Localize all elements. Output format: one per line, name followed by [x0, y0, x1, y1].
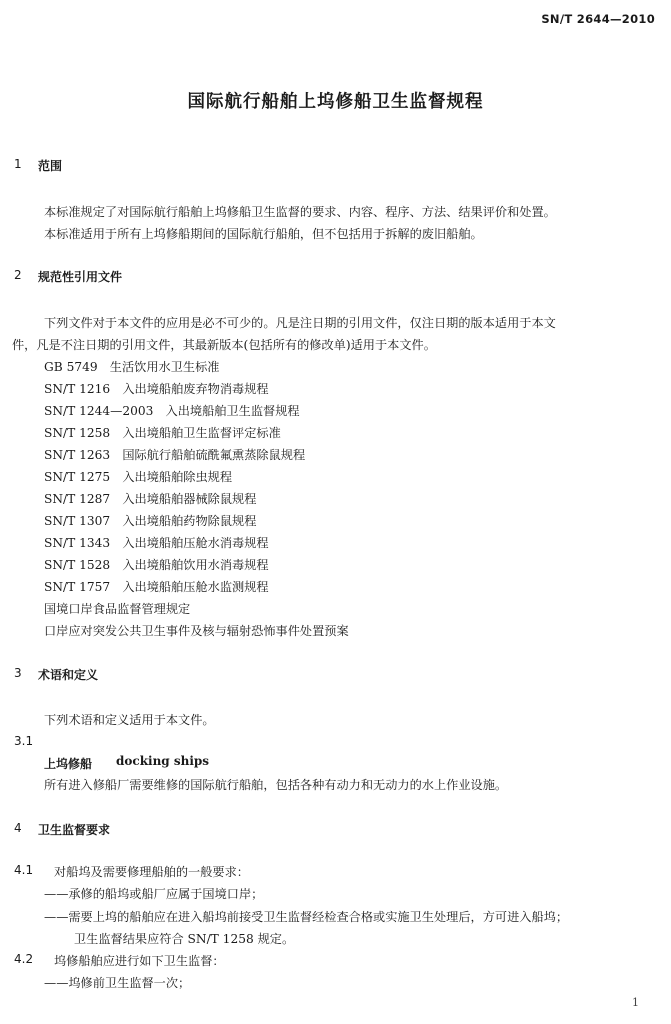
standard-number: SN/T 2644—2010: [541, 12, 655, 26]
section-4-heading: 卫生监督要求: [38, 823, 111, 837]
reference-item: GB 5749 生活饮用水卫生标准: [44, 360, 220, 374]
document-title: 国际航行船舶上坞修船卫生监督规程: [187, 92, 484, 112]
reference-item: SN/T 1757 入出境船舶压舱水监测规程: [44, 580, 269, 594]
reference-item: SN/T 1307 入出境船舶药物除鼠规程: [44, 514, 257, 528]
section-3-heading: 术语和定义: [38, 668, 99, 682]
reference-item: SN/T 1258 入出境船舶卫生监督评定标准: [44, 426, 281, 440]
section-4-number: 4: [14, 821, 22, 835]
section-1-number: 1: [14, 157, 22, 171]
clause-4-2-item: ——坞修前卫生监督一次；: [44, 976, 191, 990]
reference-item: SN/T 1216 入出境船舶废弃物消毒规程: [44, 382, 269, 396]
reference-item: SN/T 1528 入出境船舶饮用水消毒规程: [44, 558, 269, 572]
section-3-intro: 下列术语和定义适用于本文件。: [44, 713, 215, 727]
section-2-intro-line-2: 件，凡是不注日期的引用文件，其最新版本(包括所有的修改单)适用于本文件。: [12, 338, 436, 352]
reference-item: SN/T 1343 入出境船舶压舱水消毒规程: [44, 536, 269, 550]
subsection-3-1-number: 3.1: [14, 734, 34, 748]
section-1-paragraph-2: 本标准适用于所有上坞修船期间的国际航行船舶，但不包括用于拆解的废旧船舶。: [44, 227, 483, 241]
clause-4-2-text: 坞修船舶应进行如下卫生监督：: [54, 954, 225, 968]
term-chinese: 上坞修船: [44, 757, 93, 771]
reference-item: SN/T 1287 入出境船舶器械除鼠规程: [44, 492, 257, 506]
section-2-number: 2: [14, 268, 22, 282]
clause-4-1-item: ——承修的船坞或船厂应属于国境口岸；: [44, 887, 264, 901]
term-english: docking ships: [116, 754, 210, 768]
reference-item: SN/T 1244—2003 入出境船舶卫生监督规程: [44, 404, 300, 418]
term-definition: 所有进入修船厂需要维修的国际航行船舶，包括各种有动力和无动力的水上作业设施。: [44, 778, 508, 792]
clause-4-1-item: ——需要上坞的船舶应在进入船坞前接受卫生监督经检查合格或实施卫生处理后，方可进入船坞；: [44, 910, 569, 924]
section-1-heading: 范围: [38, 159, 63, 173]
reference-item: 口岸应对突发公共卫生事件及核与辐射恐怖事件处置预案: [44, 624, 349, 638]
clause-4-1-number: 4.1: [14, 863, 34, 877]
section-3-number: 3: [14, 666, 22, 680]
section-1-paragraph-1: 本标准规定了对国际航行船舶上坞修船卫生监督的要求、内容、程序、方法、结果评价和处置。: [44, 205, 556, 219]
clause-4-1-text: 对船坞及需要修理船舶的一般要求：: [54, 865, 249, 879]
section-2-heading: 规范性引用文件: [38, 270, 123, 284]
reference-item: SN/T 1275 入出境船舶除虫规程: [44, 470, 233, 484]
clause-4-2-number: 4.2: [14, 952, 34, 966]
section-2-intro-line-1: 下列文件对于本文件的应用是必不可少的。凡是注日期的引用文件，仅注日期的版本适用于本文: [44, 316, 556, 330]
clause-4-1-item-continuation: 卫生监督结果应符合 SN/T 1258 规定。: [74, 932, 295, 946]
reference-item: SN/T 1263 国际航行船舶硫酰氟熏蒸除鼠规程: [44, 448, 306, 462]
reference-item: 国境口岸食品监督管理规定: [44, 602, 191, 616]
page-number: 1: [632, 996, 639, 1009]
